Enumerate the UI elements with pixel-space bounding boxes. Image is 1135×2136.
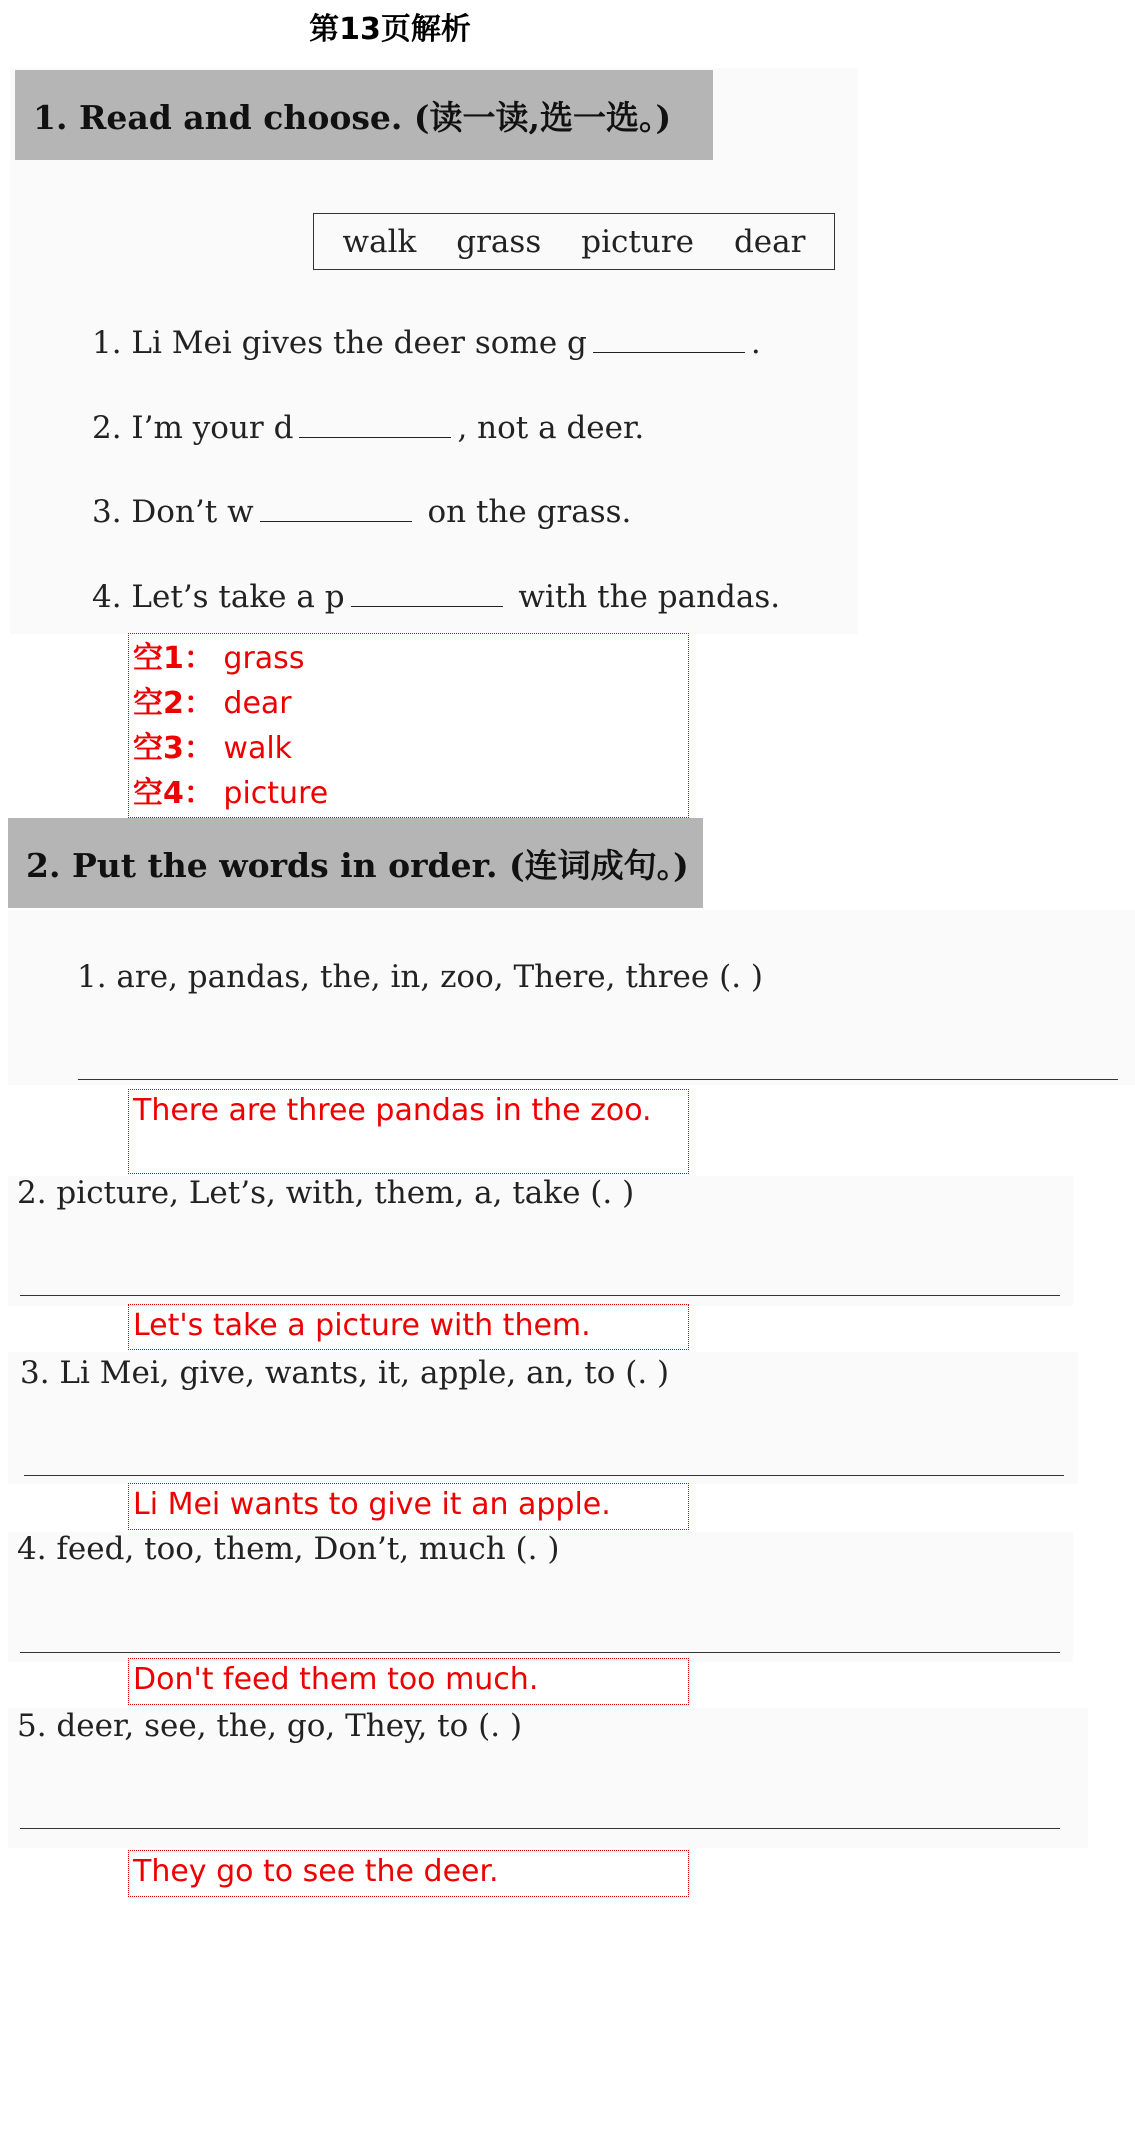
answer-row: 空2： dear (133, 686, 292, 721)
s2-answer-3: Li Mei wants to give it an apple. (128, 1483, 689, 1530)
answer-line (20, 1295, 1060, 1296)
page-title: 第13页解析 (309, 12, 471, 47)
answer-line (20, 1828, 1060, 1829)
answer-row: 空3： walk (133, 731, 293, 766)
s2-answer-4: Don't feed them too much. (128, 1658, 689, 1705)
answer-blank (593, 324, 745, 353)
s1-question-1: 1. Li Mei gives the deer some g . (92, 325, 761, 361)
s2-question-1: 1. are, pandas, the, in, zoo, There, three (. ) (77, 959, 763, 995)
answer-line (20, 1652, 1060, 1653)
answer-line (24, 1475, 1064, 1476)
word-bank-item: walk (342, 223, 417, 260)
s2-question-2: 2. picture, Let’s, with, them, a, take (. ) (17, 1175, 635, 1211)
word-bank-item: dear (733, 223, 806, 260)
answer-row: 空4： picture (133, 776, 329, 811)
answer-row: 空1： grass (133, 641, 305, 676)
word-bank-item: grass (456, 223, 542, 260)
s2-answer-2: Let's take a picture with them. (128, 1304, 689, 1350)
section1-answers (128, 633, 689, 818)
answer-blank (260, 493, 412, 522)
s2-answer-1: There are three pandas in the zoo. (128, 1089, 689, 1174)
answer-blank (351, 578, 503, 607)
s1-question-3: 3. Don’t w on the grass. (92, 494, 632, 530)
answer-line (78, 1079, 1118, 1080)
s1-question-2: 2. I’m your d , not a deer. (92, 410, 645, 446)
section1-header: 1. Read and choose. (读一读,选一选。) (15, 70, 713, 160)
s2-q1-scan (8, 910, 1135, 1085)
answer-blank (299, 409, 451, 438)
word-bank-item: picture (581, 223, 694, 260)
s2-question-3: 3. Li Mei, give, wants, it, apple, an, to (. ) (20, 1355, 670, 1391)
s2-answer-5: They go to see the deer. (128, 1850, 689, 1897)
s1-question-4: 4. Let’s take a p with the pandas. (92, 579, 781, 615)
s2-question-5: 5. deer, see, the, go, They, to (. ) (17, 1708, 523, 1744)
section2-header: 2. Put the words in order. (连词成句。) (8, 818, 703, 908)
s2-question-4: 4. feed, too, them, Don’t, much (. ) (17, 1531, 560, 1567)
word-bank (313, 213, 835, 270)
